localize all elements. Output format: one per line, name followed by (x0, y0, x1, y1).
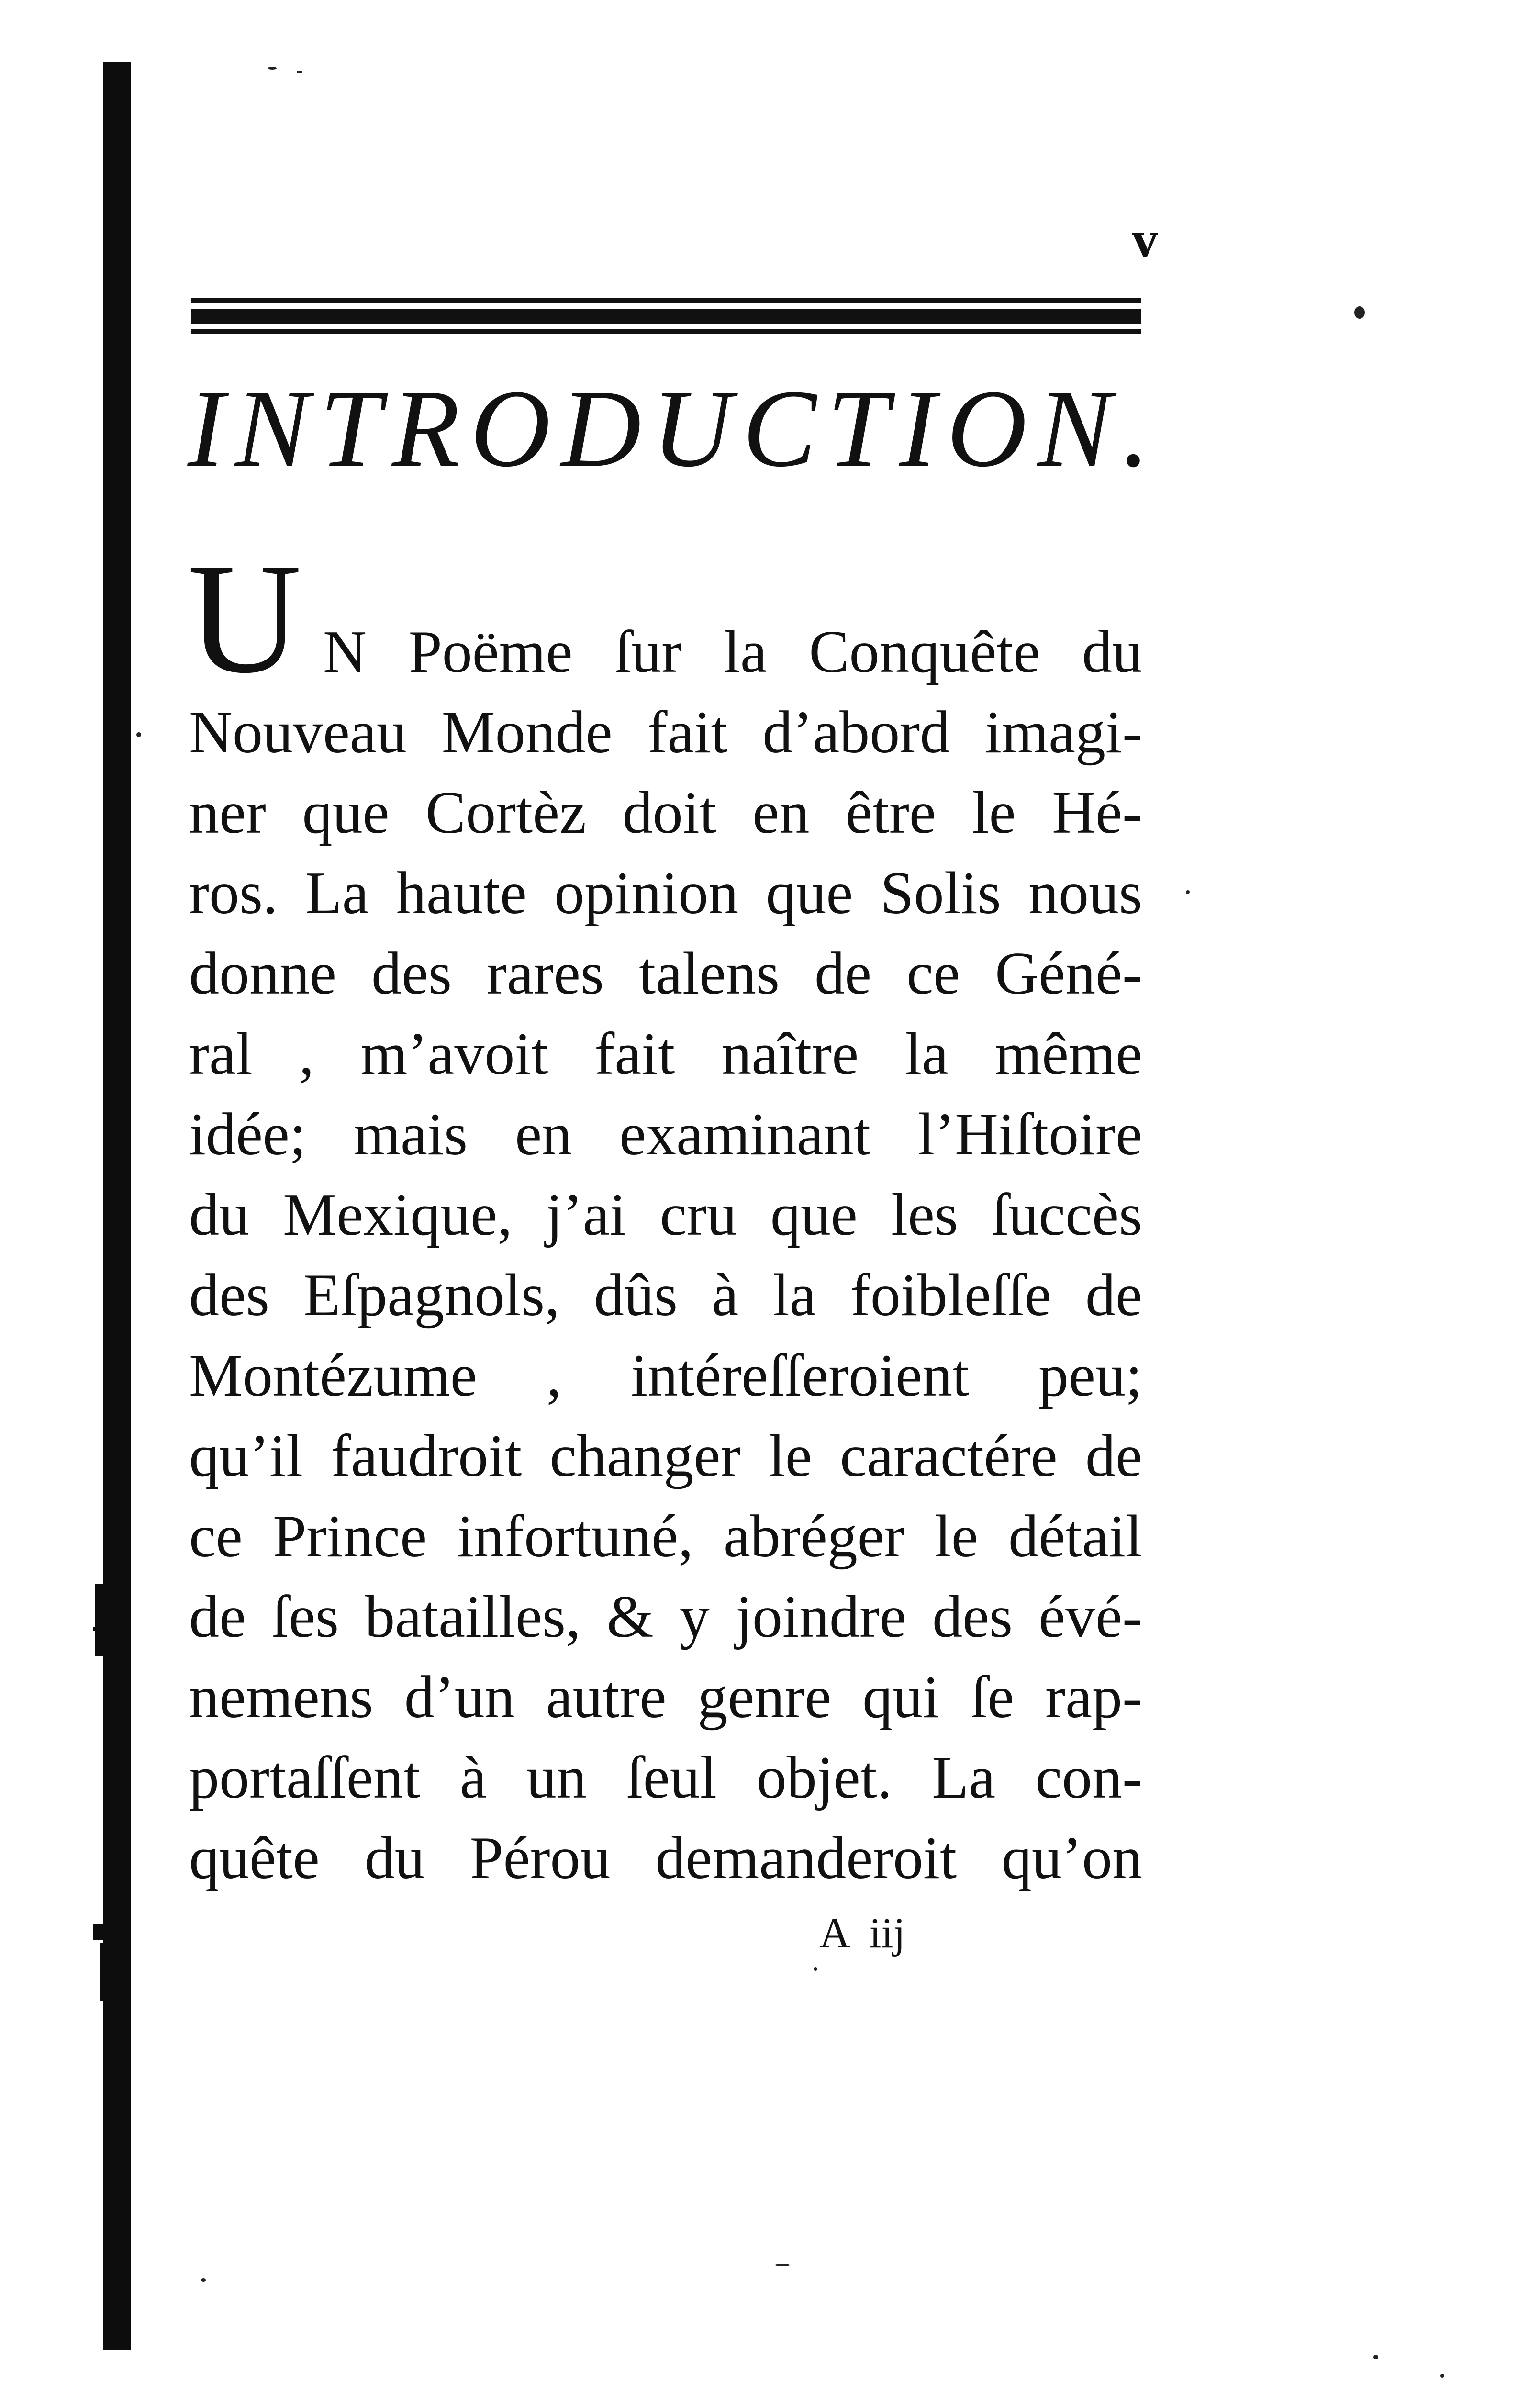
text-line: du Mexique, j’ai cru que les ſuccès (189, 1182, 1142, 1248)
binding-notch (100, 1943, 111, 2001)
scan-speck (297, 71, 302, 73)
text-line: ce Prince infortuné, abréger le détail (189, 1503, 1142, 1570)
text-line: N Poëme ſur la Conquête du (323, 619, 1142, 685)
text-line: nemens d’un autre genre qui ſe rap- (189, 1664, 1142, 1731)
page-number: v (1132, 210, 1158, 268)
scan-speck (775, 2264, 790, 2266)
scan-speck (268, 67, 277, 70)
scan-speck (1354, 306, 1365, 319)
text-line: idée; mais en examinant l’Hiſtoire (189, 1101, 1142, 1168)
text-line: des Eſpagnols, dûs à la foibleſſe de (189, 1262, 1142, 1329)
header-rule-thick (191, 309, 1141, 324)
text-line: Nouveau Monde fait d’abord imagi- (189, 699, 1142, 766)
text-line: portaſſent à un ſeul objet. La con- (189, 1744, 1142, 1811)
chapter-heading: INTRODUCTION. (188, 367, 1161, 490)
text-line: qu’il faudroit changer le caractére de (189, 1423, 1142, 1489)
book-binding-edge (103, 62, 131, 2350)
header-rule-thin (191, 298, 1141, 303)
binding-notch (93, 1924, 122, 1940)
scan-speck (201, 2278, 206, 2282)
text-line: de ſes batailles, & y joindre des évé- (189, 1584, 1142, 1650)
scan-speck (814, 1967, 817, 1971)
text-line: Montézume , intéreſſeroient peu; (189, 1342, 1142, 1409)
text-line: ner que Cortèz doit en être le Hé- (189, 780, 1142, 846)
scan-speck (1186, 890, 1190, 894)
drop-cap: U (188, 531, 302, 706)
scan-speck (1440, 2374, 1444, 2378)
scan-speck (1373, 2355, 1378, 2359)
scan-speck (136, 732, 141, 737)
text-line: ral , m’avoit fait naître la même (189, 1021, 1142, 1087)
binding-notch (95, 1584, 114, 1656)
header-rule-thin (191, 329, 1141, 334)
text-line: quête du Pérou demanderoit qu’on (189, 1825, 1142, 1891)
binding-tick (93, 1627, 104, 1631)
text-line: ros. La haute opinion que Solis nous (189, 860, 1142, 927)
text-line: donne des rares talens de ce Géné- (189, 940, 1142, 1007)
signature-mark: A iij (819, 1910, 905, 1957)
